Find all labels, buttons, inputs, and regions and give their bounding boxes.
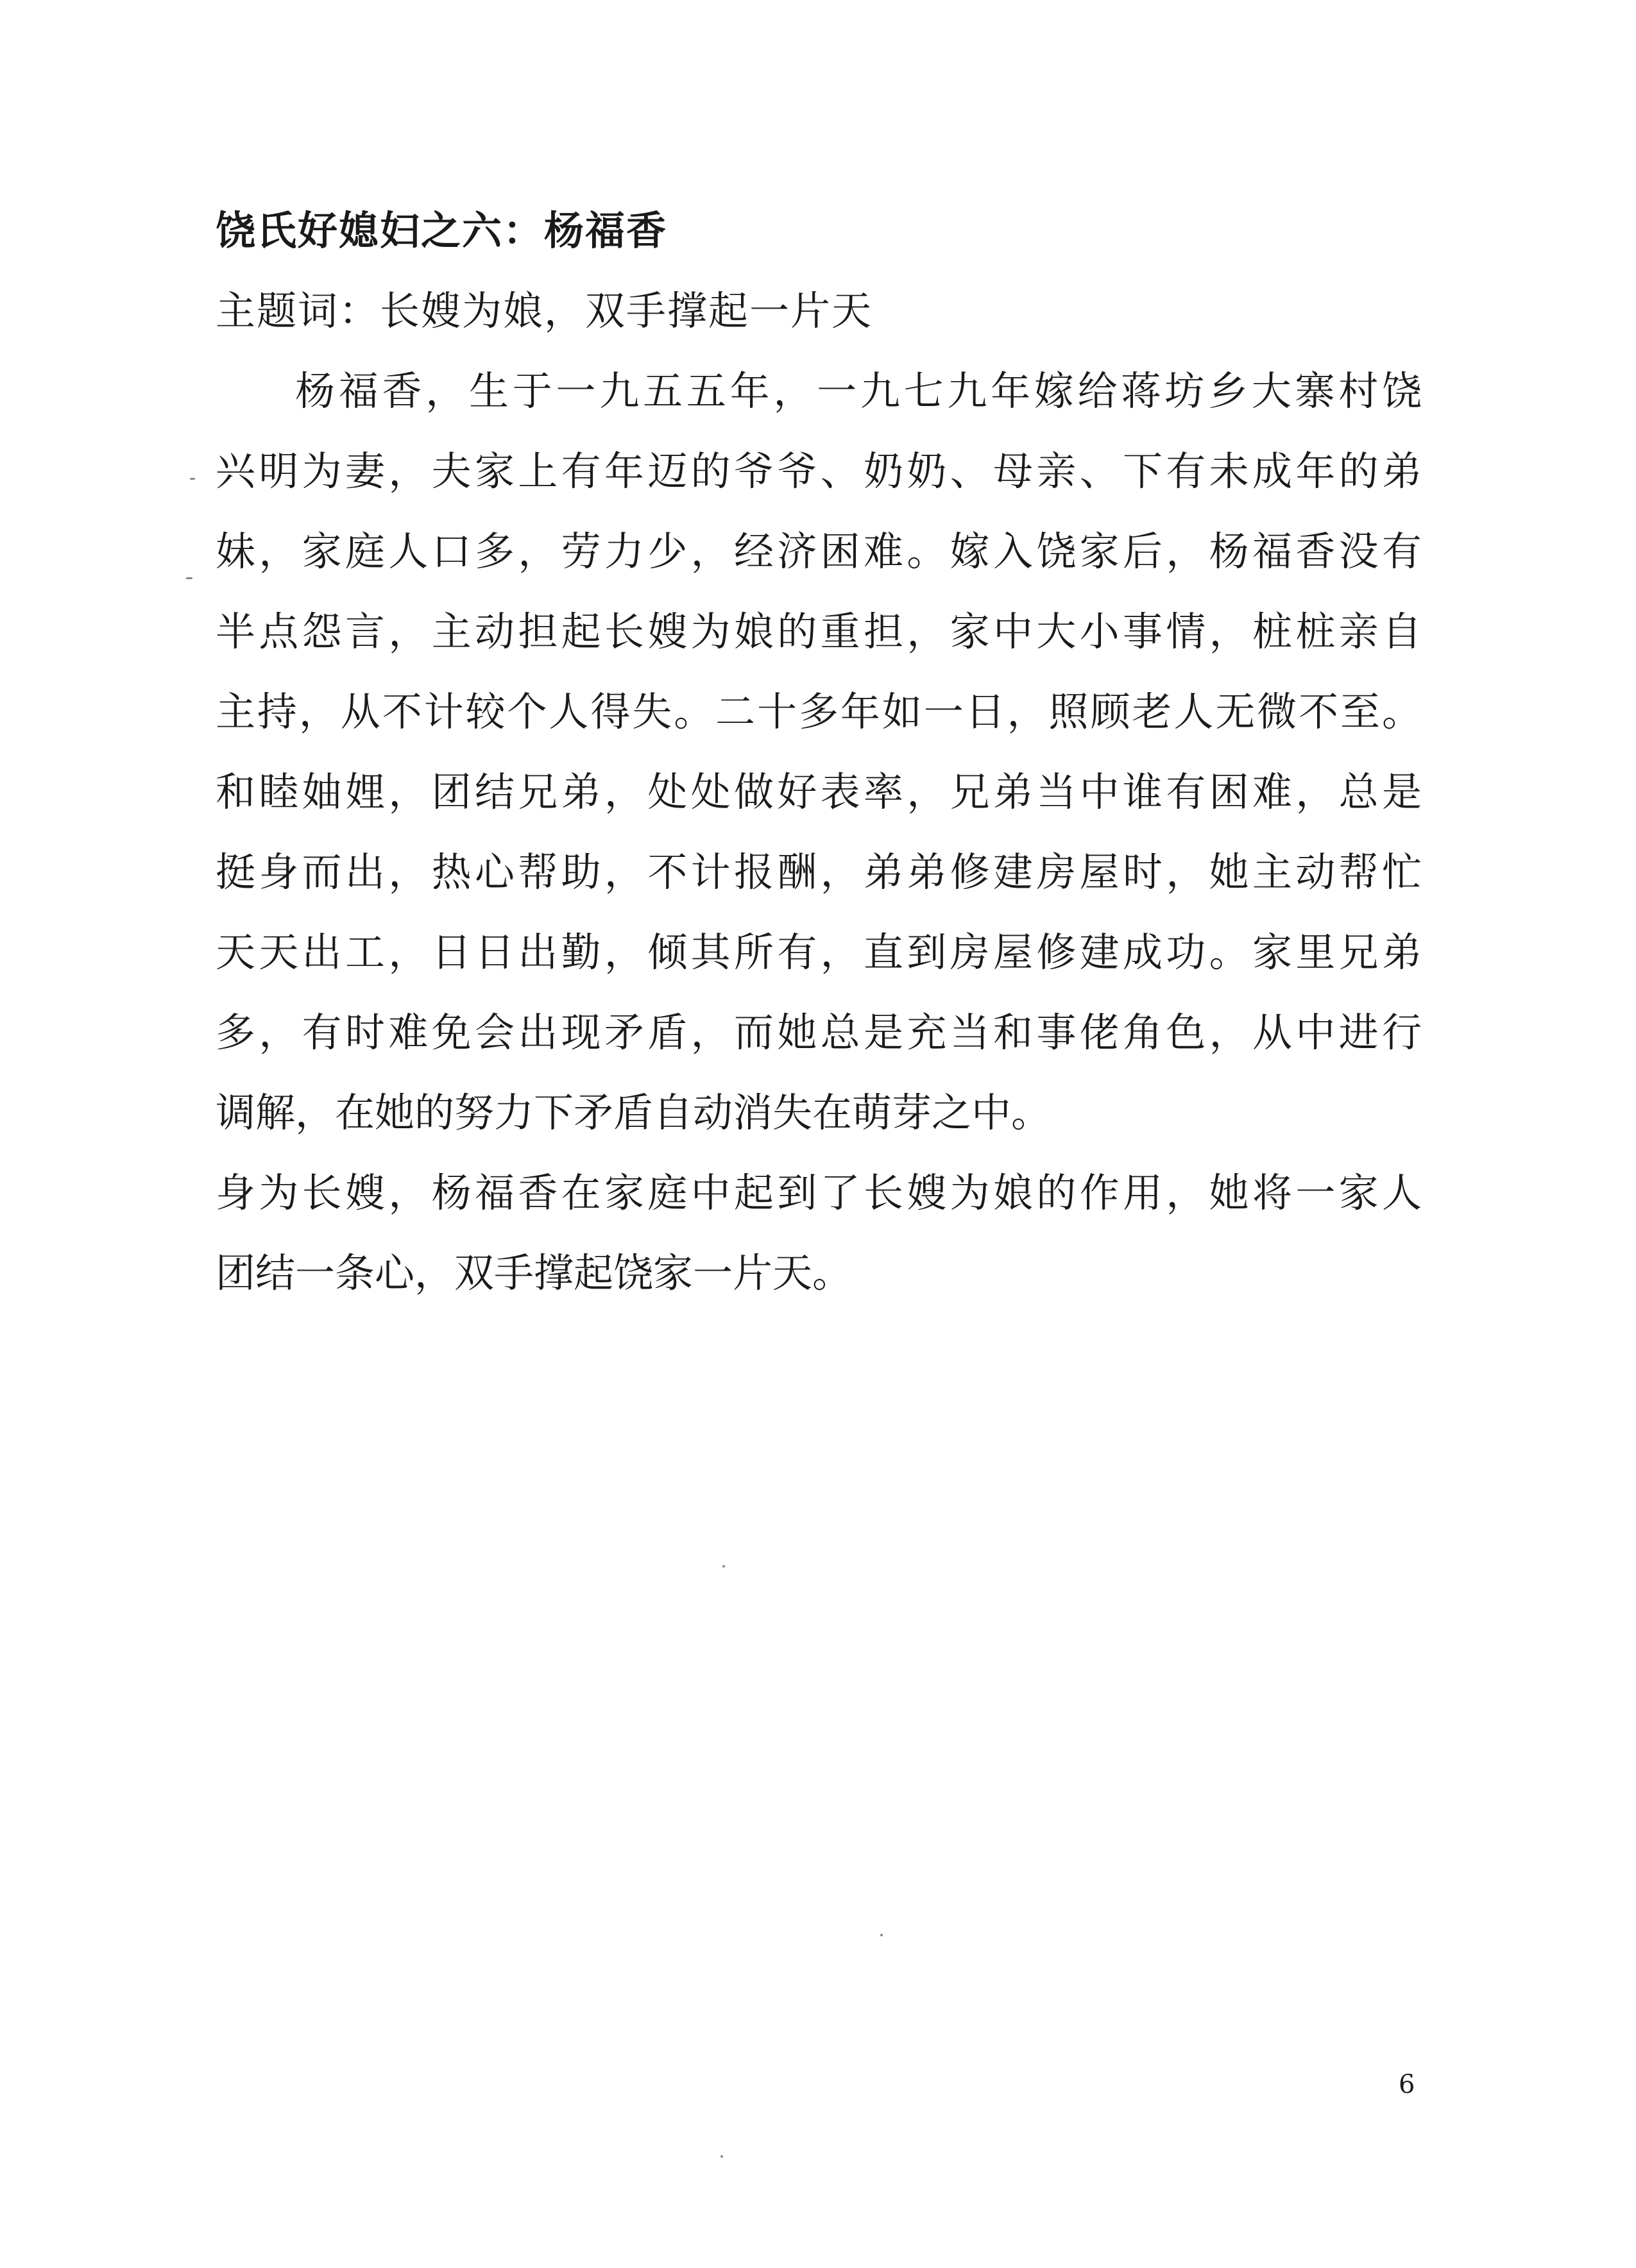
scan-speck: [190, 478, 195, 480]
scan-speck: [880, 1934, 883, 1936]
paragraph-1-line-10: 调解，在她的努力下矛盾自动消失在萌芽之中。: [216, 1089, 1052, 1136]
page-number: 6: [1399, 2070, 1415, 2099]
paragraph-1-line-1: 杨福香，生于一九五五年，一九七九年嫁给蒋坊乡大寨村饶: [295, 368, 1422, 414]
document-subtitle: 主题词：长嫂为娘，双手撑起一片天: [216, 287, 873, 334]
scan-speck: [720, 2155, 723, 2158]
paragraph-1-line-7: 挺身而出，热心帮助，不计报酬，弟弟修建房屋时，她主动帮忙: [216, 849, 1422, 895]
paragraph-1-line-6: 和睦妯娌，团结兄弟，处处做好表率，兄弟当中谁有困难，总是: [216, 768, 1422, 815]
scan-speck: [186, 577, 192, 579]
paragraph-2-line-1: 身为长嫂，杨福香在家庭中起到了长嫂为娘的作用，她将一家人: [216, 1169, 1422, 1216]
paragraph-2-line-2: 团结一条心，双手撑起饶家一片天。: [216, 1249, 853, 1296]
paragraph-1-line-2: 兴明为妻，夫家上有年迈的爷爷、奶奶、母亲、下有未成年的弟: [216, 448, 1422, 495]
paragraph-1-line-5: 主持，从不计较个人得失。二十多年如一日，照顾老人无微不至。: [216, 688, 1422, 735]
paragraph-1-line-8: 天天出工，日日出勤，倾其所有，直到房屋修建成功。家里兄弟: [216, 929, 1422, 976]
document-title: 饶氏好媳妇之六：杨福香: [216, 207, 668, 254]
paragraph-1-line-9: 多，有时难免会出现矛盾，而她总是充当和事佬角色，从中进行: [216, 1009, 1422, 1056]
paragraph-1-line-3: 妹，家庭人口多，劳力少，经济困难。嫁入饶家后，杨福香没有: [216, 528, 1422, 575]
scan-speck: [722, 1565, 725, 1568]
paragraph-1-line-4: 半点怨言，主动担起长嫂为娘的重担，家中大小事情，桩桩亲自: [216, 608, 1422, 655]
